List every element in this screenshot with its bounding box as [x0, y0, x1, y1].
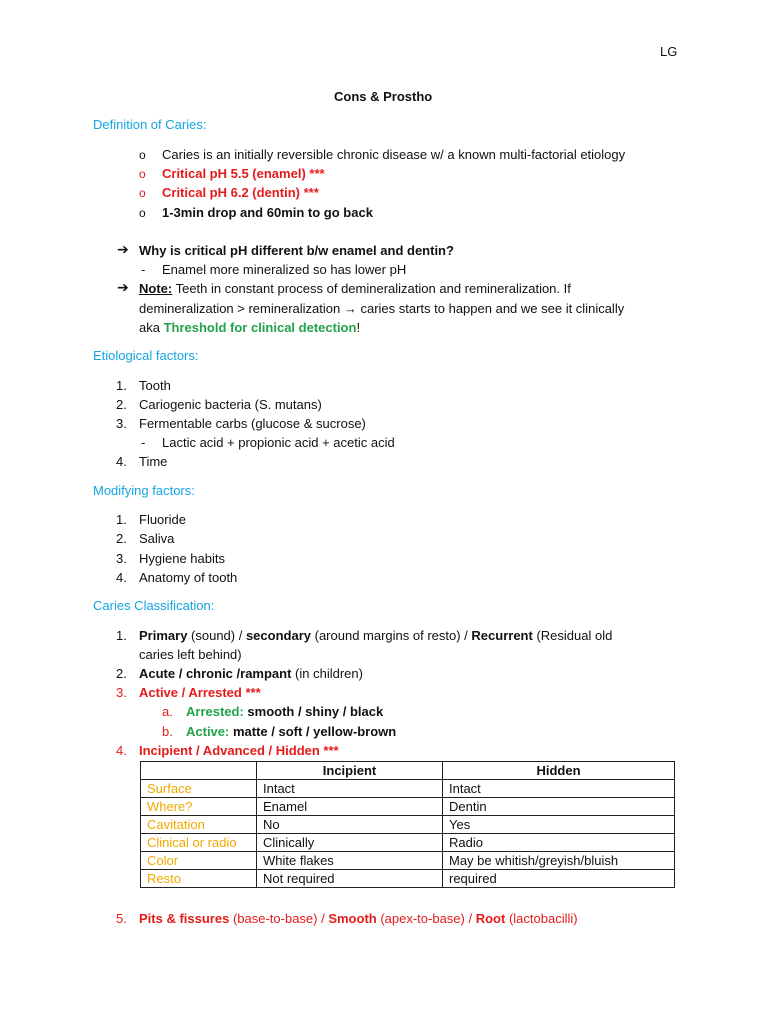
- pits-term: Pits & fissures: [139, 911, 230, 926]
- row-label: Surface: [141, 780, 257, 798]
- classification-item-2: [139, 666, 363, 682]
- smooth-desc: (apex-to-base) /: [376, 911, 476, 926]
- cell-hidden: Yes: [443, 816, 675, 834]
- list-number: 2.: [116, 531, 127, 546]
- acute-chronic-desc: (in children): [291, 666, 363, 681]
- cell-incipient: Enamel: [257, 798, 443, 816]
- dash-marker: -: [141, 262, 146, 277]
- table-row: [141, 780, 675, 798]
- row-label: Clinical or radio: [141, 834, 257, 852]
- arrow-right-icon: ➔: [117, 241, 129, 257]
- cell-hidden: Dentin: [443, 798, 675, 816]
- row-label: Cavitation: [141, 816, 257, 834]
- list-item: Fluoride: [139, 512, 186, 527]
- table-row: [141, 870, 675, 888]
- arrow-right-icon: ➔: [117, 279, 129, 295]
- list-number: 2.: [116, 666, 127, 681]
- list-number: 4.: [116, 570, 127, 585]
- list-number: 3.: [116, 416, 127, 431]
- table-header-row: [141, 762, 675, 780]
- list-subitem: Lactic acid + propionic acid + acetic acid: [162, 435, 395, 450]
- dash-marker: -: [141, 435, 146, 450]
- table-row: [141, 852, 675, 870]
- pits-desc: (base-to-base) /: [229, 911, 329, 926]
- page-title: Cons & Prostho: [334, 89, 433, 104]
- list-item: Tooth: [139, 378, 171, 393]
- definition-bullet-4: 1-3min drop and 60min to go back: [162, 205, 373, 220]
- bullet-circle-icon: o: [139, 186, 146, 200]
- list-number: 1.: [116, 512, 127, 527]
- list-number: 1.: [116, 628, 127, 643]
- why-question: Why is critical pH different b/w enamel and dentin?: [139, 243, 454, 258]
- note-line-1: [139, 281, 571, 297]
- classification-item-1-cont: caries left behind): [139, 647, 242, 662]
- active-item: [186, 724, 396, 740]
- threshold-highlight: Threshold for clinical detection: [163, 320, 357, 335]
- classification-item-1: [139, 628, 612, 644]
- list-letter: b.: [162, 724, 173, 739]
- acute-chronic-term: Acute / chronic /rampant: [139, 666, 292, 681]
- list-letter: a.: [162, 704, 173, 719]
- list-number: 3.: [116, 551, 127, 566]
- list-number: 5.: [116, 911, 127, 926]
- table-row: [141, 798, 675, 816]
- cell-hidden: Intact: [443, 780, 675, 798]
- root-term: Root: [475, 911, 506, 926]
- row-label: Resto: [141, 870, 257, 888]
- secondary-desc: (around margins of resto) /: [311, 628, 472, 643]
- cell-incipient: White flakes: [257, 852, 443, 870]
- active-text: matte / soft / yellow-brown: [229, 724, 397, 739]
- incipient-hidden-table: [140, 761, 675, 888]
- author-initials: LG: [660, 44, 678, 59]
- list-item: Cariogenic bacteria (S. mutans): [139, 397, 322, 412]
- bullet-circle-icon: o: [139, 206, 146, 220]
- note-prefix: aka: [139, 320, 164, 335]
- arrested-label: Arrested:: [186, 704, 244, 719]
- active-label: Active:: [186, 724, 230, 739]
- note-line-2: demineralization > remineralization → caries starts to happen and we see it clinically: [139, 301, 625, 316]
- list-number: 3.: [116, 685, 127, 700]
- list-number: 1.: [116, 378, 127, 393]
- list-item: Hygiene habits: [139, 551, 225, 566]
- arrested-text: smooth / shiny / black: [243, 704, 384, 719]
- definition-heading: Definition of Caries:: [93, 117, 207, 132]
- table-row: [141, 834, 675, 852]
- cell-incipient: No: [257, 816, 443, 834]
- definition-bullet-2: Critical pH 5.5 (enamel) ***: [162, 166, 325, 181]
- row-label: Where?: [141, 798, 257, 816]
- recurrent-desc: (Residual old: [532, 628, 613, 643]
- primary-desc: (sound) /: [187, 628, 246, 643]
- smooth-term: Smooth: [328, 911, 377, 926]
- definition-bullet-1: Caries is an initially reversible chronic disease w/ a known multi-factorial etiology: [162, 147, 626, 162]
- modifying-heading: Modifying factors:: [93, 483, 195, 498]
- note-text-1: Teeth in constant process of demineralization and remineralization. If: [172, 281, 571, 296]
- primary-term: Primary: [139, 628, 188, 643]
- definition-bullet-3: Critical pH 6.2 (dentin) ***: [162, 185, 319, 200]
- why-answer: Enamel more mineralized so has lower pH: [162, 262, 407, 277]
- classification-item-4: Incipient / Advanced / Hidden ***: [139, 743, 339, 758]
- recurrent-term: Recurrent: [471, 628, 533, 643]
- cell-hidden: required: [443, 870, 675, 888]
- cell-incipient: Not required: [257, 870, 443, 888]
- list-number: 4.: [116, 454, 127, 469]
- etiological-heading: Etiological factors:: [93, 348, 199, 363]
- classification-heading: Caries Classification:: [93, 598, 215, 613]
- cell-hidden: May be whitish/greyish/bluish: [443, 852, 675, 870]
- list-item: Fermentable carbs (glucose & sucrose): [139, 416, 366, 431]
- list-item: Time: [139, 454, 168, 469]
- table-header-hidden: Hidden: [443, 762, 675, 780]
- arrested-item: [186, 704, 383, 720]
- list-number: 4.: [116, 743, 127, 758]
- cell-incipient: Clinically: [257, 834, 443, 852]
- list-item: Anatomy of tooth: [139, 570, 238, 585]
- list-item: Saliva: [139, 531, 175, 546]
- classification-item-3: Active / Arrested ***: [139, 685, 261, 700]
- cell-incipient: Intact: [257, 780, 443, 798]
- secondary-term: secondary: [245, 628, 311, 643]
- classification-item-5: [139, 911, 578, 927]
- table-header-incipient: Incipient: [257, 762, 443, 780]
- table-row: [141, 816, 675, 834]
- cell-hidden: Radio: [443, 834, 675, 852]
- note-label: Note:: [139, 281, 173, 296]
- list-number: 2.: [116, 397, 127, 412]
- note-suffix: !: [356, 320, 361, 335]
- table-header-blank: [141, 762, 257, 780]
- root-desc: (lactobacilli): [505, 911, 578, 926]
- note-line-3: [139, 320, 360, 336]
- bullet-circle-icon: o: [139, 148, 146, 162]
- row-label: Color: [141, 852, 257, 870]
- bullet-circle-icon: o: [139, 167, 146, 181]
